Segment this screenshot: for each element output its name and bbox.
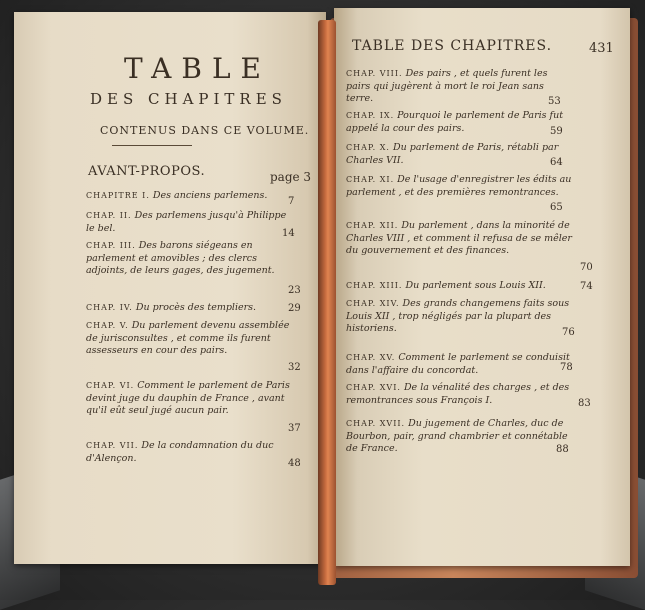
toc-title: Du jugement de Charles, duc de Bourbon, pair, grand chambrier et connétable de France.: [346, 418, 568, 454]
toc-title: Des grands changemens faits sous Louis XII , trop négligés par la plupart des historiens.: [346, 298, 570, 334]
toc-page: 70: [580, 262, 593, 273]
toc-label: CHAP. XVII.: [346, 419, 406, 428]
toc-label: CHAP. VII.: [86, 441, 139, 450]
toc-page: 59: [550, 126, 563, 137]
toc-label: CHAP. XI.: [346, 175, 395, 184]
toc-title: Des barons siégeans en parlement et amovibles ; des clercs adjoints, de leurs gages, des jugement.: [86, 240, 275, 276]
toc-title: De l'usage d'enregistrer les édits au parlement , et des premières remontrances.: [346, 174, 572, 198]
page-title: TABLE: [124, 52, 271, 85]
toc-label: AVANT-PROPOS.: [88, 164, 206, 179]
toc-entry: [86, 440, 296, 465]
toc-page: 74: [580, 281, 593, 292]
toc-page: 65: [550, 202, 563, 213]
toc-entry: [346, 142, 574, 167]
toc-title: Du procès des templiers.: [135, 302, 257, 313]
toc-label: CHAP. II.: [86, 211, 132, 220]
toc-entry: [86, 240, 300, 278]
toc-entry: [346, 220, 574, 258]
toc-title: Du parlement de Paris, rétabli par Charles VII.: [346, 142, 559, 166]
toc-page: 37: [288, 423, 301, 434]
toc-entry: [346, 298, 574, 336]
toc-page: 88: [556, 444, 569, 455]
toc-title: Des parlemens jusqu'à Philippe le bel.: [86, 210, 287, 234]
toc-label: CHAP. XIII.: [346, 281, 403, 290]
toc-page: 7: [288, 196, 295, 207]
toc-page: 83: [578, 398, 591, 409]
toc-page: 53: [548, 96, 561, 107]
toc-page: 76: [562, 327, 575, 338]
toc-entry: [346, 382, 574, 407]
toc-entry: [86, 190, 296, 203]
book-spine: [318, 20, 336, 585]
toc-entry: [346, 418, 574, 456]
toc-label: CHAPITRE I.: [86, 191, 150, 200]
toc-label: CHAP. IV.: [86, 303, 133, 312]
toc-title: Des anciens parlemens.: [152, 190, 268, 201]
toc-entry: [346, 352, 574, 377]
toc-entry: [86, 380, 300, 418]
toc-label: CHAP. VIII.: [346, 69, 403, 78]
toc-page: page 3: [270, 170, 312, 184]
toc-label: CHAP. IX.: [346, 111, 395, 120]
toc-entry: [86, 302, 296, 315]
toc-page: 32: [288, 362, 301, 373]
toc-title: Comment le parlement se conduisit dans l'affaire du concordat.: [346, 352, 570, 376]
page-number: 431: [589, 41, 614, 56]
toc-page: 29: [288, 303, 301, 314]
toc-title: Comment le parlement de Paris devint juge du dauphin de France , avant qu'il eût seul jugé aucun pair.: [86, 380, 290, 416]
toc-label: CHAP. XII.: [346, 221, 399, 230]
title-rule: [112, 145, 192, 146]
toc-title: Du parlement , dans la minorité de Charles VIII , et comment il refusa de se mêler du gouvernement et des finances.: [346, 220, 572, 256]
toc-label: CHAP. XIV.: [346, 299, 400, 308]
toc-entry: [346, 174, 574, 199]
toc-label: CHAP. XV.: [346, 353, 396, 362]
toc-title: Des pairs , et quels furent les pairs qui jugèrent à mort le roi Jean sans terre.: [346, 68, 548, 104]
running-head: TABLE DES CHAPITRES.: [352, 38, 553, 54]
toc-title: Pourquoi le parlement de Paris fut appelé la cour des pairs.: [346, 110, 564, 134]
toc-entry: [86, 320, 300, 358]
toc-page: 14: [282, 228, 295, 239]
toc-label: CHAP. VI.: [86, 381, 135, 390]
page-subtitle-2: CONTENUS DANS CE VOLUME.: [100, 124, 310, 137]
toc-label: CHAP. III.: [86, 241, 136, 250]
toc-title: Du parlement sous Louis XII.: [405, 280, 546, 291]
toc-label: CHAP. X.: [346, 143, 390, 152]
toc-page: 23: [288, 285, 301, 296]
toc-title: De la vénalité des charges , et des remontrances sous François I.: [346, 382, 570, 406]
toc-title: De la condamnation du duc d'Alençon.: [86, 440, 274, 464]
toc-page: 78: [560, 362, 573, 373]
toc-label: CHAP. V.: [86, 321, 129, 330]
toc-page: 48: [288, 458, 301, 469]
toc-entry: [346, 110, 574, 135]
toc-label: CHAP. XVI.: [346, 383, 401, 392]
toc-entry: [346, 280, 574, 293]
toc-page: 64: [550, 157, 563, 168]
page-subtitle: DES CHAPITRES: [90, 90, 287, 108]
toc-entry: [86, 210, 288, 235]
toc-entry: [346, 68, 574, 106]
toc-title: Du parlement devenu assemblée de jurisconsultes , et comme ils furent assesseurs en cour des pairs.: [86, 320, 290, 356]
toc-entry-avant-propos: [88, 164, 205, 179]
